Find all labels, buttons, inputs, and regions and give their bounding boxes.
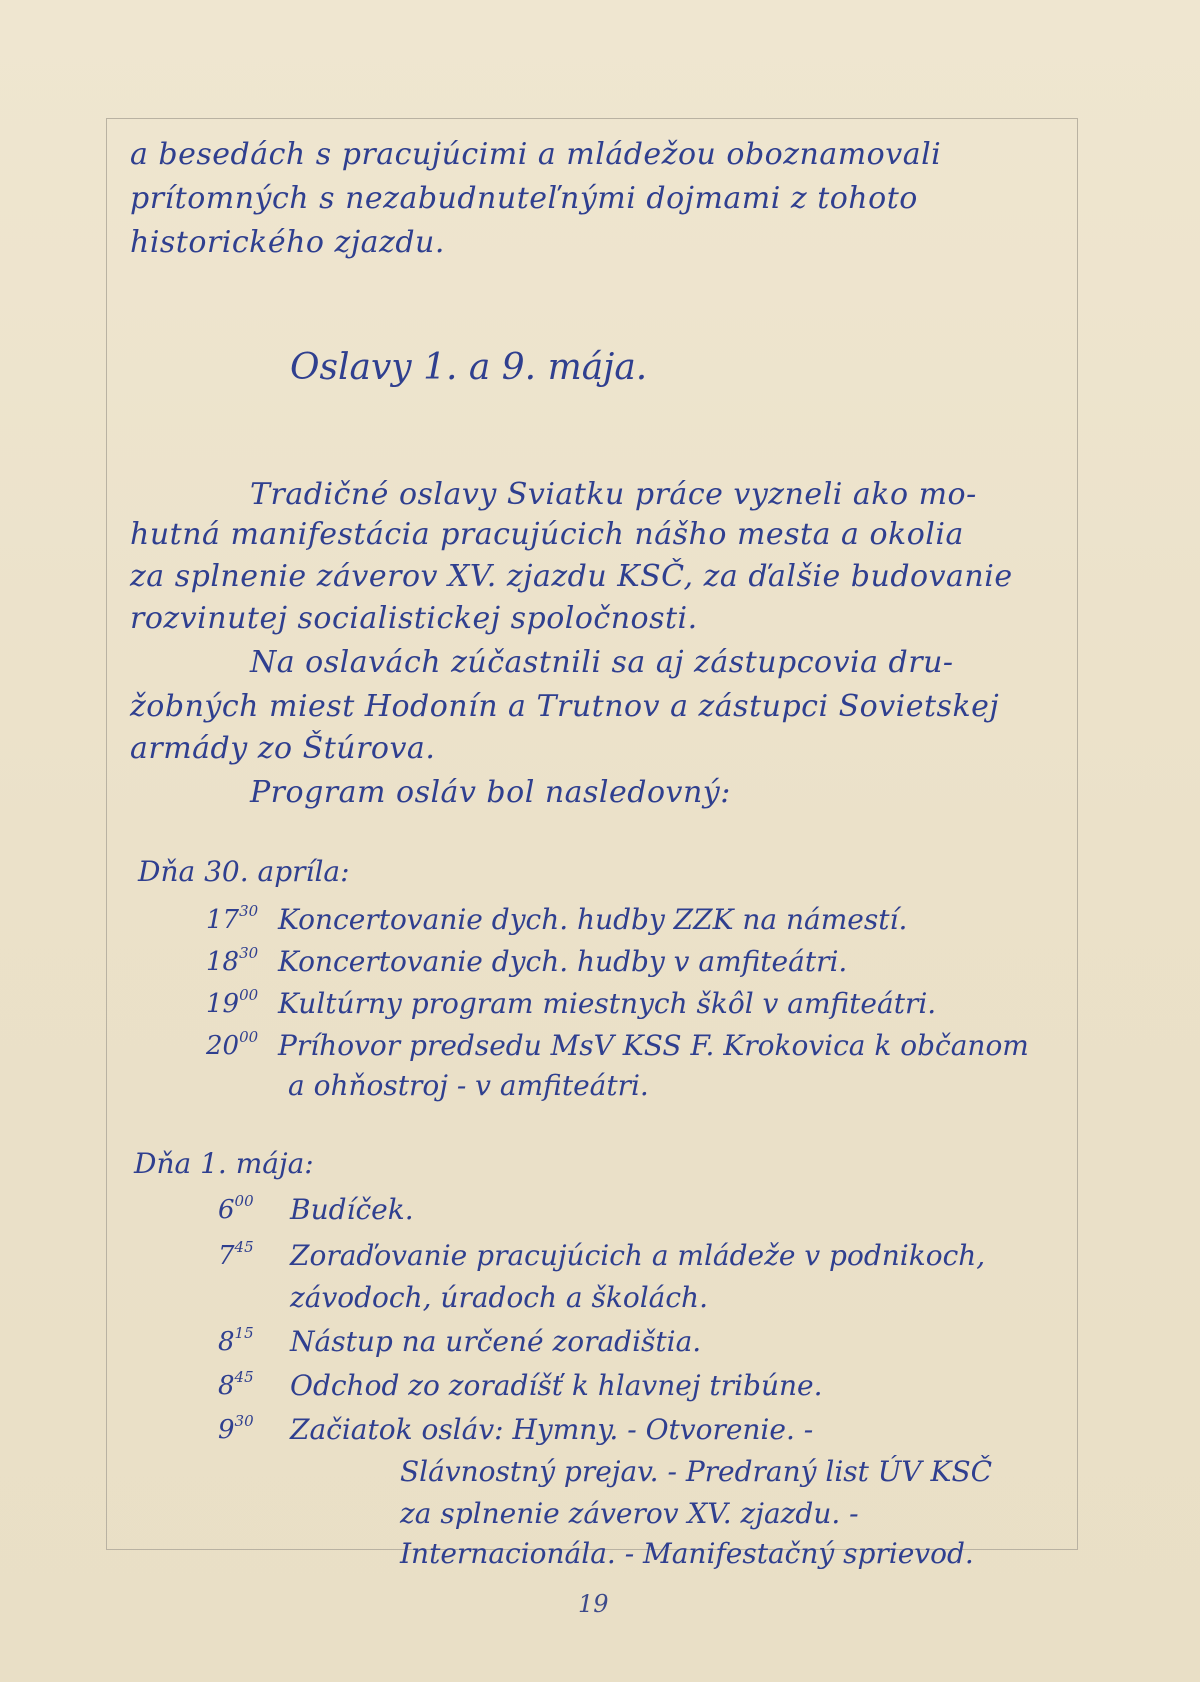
schedule-entry: Začiatok osláv: Hymny. - Otvorenie. -	[290, 1413, 814, 1446]
paragraph-line: hutná manifestácia pracujúcich nášho mesta a okolia	[130, 517, 964, 552]
schedule-entry: Budíček.	[290, 1193, 414, 1226]
intro-line: a besedách s pracujúcimi a mládežou oboznamovali	[130, 137, 942, 172]
schedule-time: $9^{30}$	[218, 1412, 254, 1445]
schedule-entry: Nástup na určené zoradištia.	[290, 1325, 702, 1358]
day-label: Dňa 30. apríla:	[138, 855, 350, 888]
schedule-entry: Odchod zo zoradíšť k hlavnej tribúne.	[290, 1369, 823, 1402]
schedule-continuation: za splnenie záverov XV. zjazdu. -	[400, 1497, 859, 1530]
schedule-continuation: Internacionála. - Manifestačný sprievod.	[400, 1537, 974, 1570]
schedule-time: $18^{30}$	[206, 944, 259, 977]
schedule-time: $7^{45}$	[218, 1238, 254, 1271]
paragraph-line: žobných miest Hodonín a Trutnov a zástupci Sovietskej	[130, 689, 1000, 724]
paragraph-line: armády zo Štúrova.	[130, 731, 436, 766]
schedule-entry: Kultúrny program miestnych škôl v amfiteátri.	[278, 987, 937, 1020]
schedule-entry: Zoraďovanie pracujúcich a mládeže v podnikoch,	[290, 1239, 986, 1272]
schedule-entry: Koncertovanie dych. hudby ZZK na námestí.	[278, 903, 908, 936]
schedule-continuation: závodoch, úradoch a školách.	[290, 1281, 708, 1314]
page-number: 19	[578, 1590, 609, 1618]
schedule-continuation: Slávnostný prejav. - Predraný list ÚV KSČ	[400, 1455, 993, 1488]
schedule-time: $8^{15}$	[218, 1324, 254, 1357]
intro-line: prítomných s nezabudnuteľnými dojmami z tohoto	[130, 181, 918, 216]
schedule-entry: Príhovor predsedu MsV KSS F. Krokovica k občanom	[278, 1029, 1029, 1062]
schedule-time: $19^{00}$	[206, 986, 259, 1019]
schedule-time: $20^{00}$	[206, 1028, 259, 1061]
paragraph-line: Na oslavách zúčastnili sa aj zástupcovia dru-	[250, 645, 954, 680]
paragraph-line: Tradičné oslavy Sviatku práce vyzneli ako mo-	[250, 477, 977, 512]
schedule-time: $8^{45}$	[218, 1368, 254, 1401]
schedule-entry: Koncertovanie dych. hudby v amfiteátri.	[278, 945, 848, 978]
schedule-time: $6^{00}$	[218, 1192, 254, 1225]
day-label: Dňa 1. mája:	[134, 1147, 314, 1180]
intro-line: historického zjazdu.	[130, 225, 445, 260]
schedule-time: $17^{30}$	[206, 902, 259, 935]
paragraph-line: za splnenie záverov XV. zjazdu KSČ, za ďalšie budovanie	[130, 559, 1013, 594]
section-heading: Oslavy 1. a 9. mája.	[290, 347, 648, 388]
paragraph-line: Program osláv bol nasledovný:	[250, 775, 731, 810]
schedule-continuation: a ohňostroj - v amfiteátri.	[288, 1069, 649, 1102]
paragraph-line: rozvinutej socialistickej spoločnosti.	[130, 601, 698, 636]
